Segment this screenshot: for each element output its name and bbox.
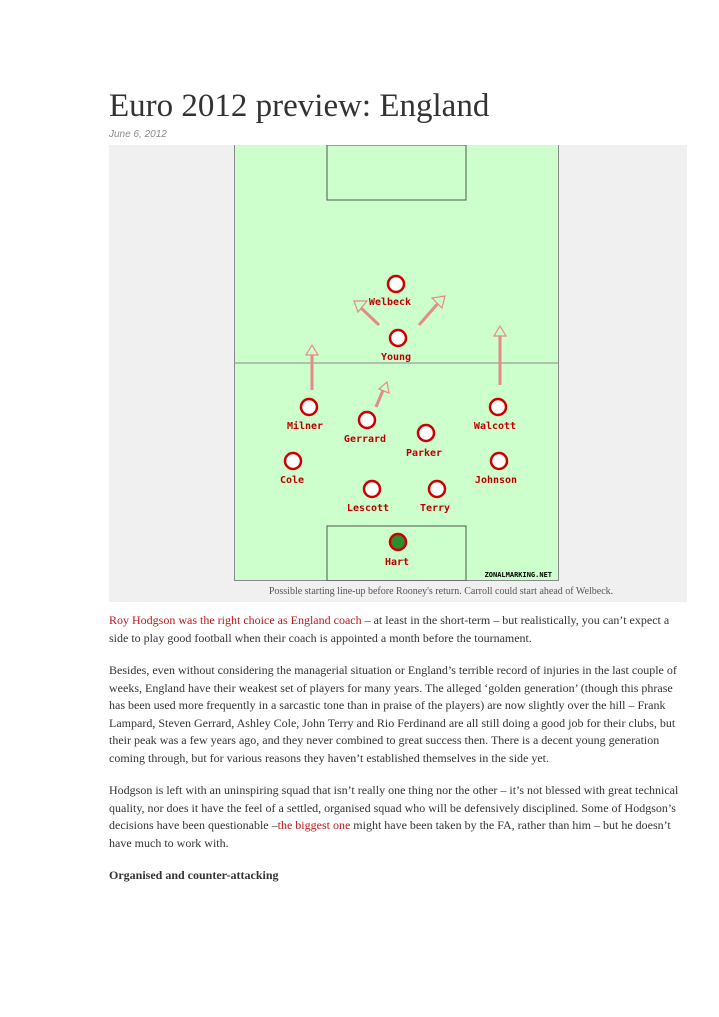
label-terry: Terry [419,503,451,514]
article-date: June 6, 2012 [109,129,167,140]
arrow-welbeck-right [419,301,440,325]
player-parker [418,425,434,441]
lineup-figure [109,145,687,602]
player-young [390,330,406,346]
label-cole: Cole [279,475,305,486]
paragraph-3 [109,782,679,852]
section-subheading: Organised and counter-attacking [109,868,279,882]
label-welbeck: Welbeck [368,297,412,308]
player-walcott [490,399,506,415]
paragraph-3-text: Hodgson is left with an uninspiring squad that isn’t really one thing nor the other – it’s not blessed with great technical quality, nor does it have the feel of a settled, organised squad who will be defensively disciplined. Some of Hodgson’s decisions have been questionable – [109,783,679,832]
biggest-one-link[interactable]: the biggest one [277,818,351,832]
label-parker: Parker [405,448,443,459]
article-body [109,612,679,900]
label-hart: Hart [384,557,410,568]
hodgson-coach-link[interactable]: Roy Hodgson was the right choice as England coach [109,613,362,627]
arrowhead-milner [306,345,318,355]
paragraph-1 [109,612,679,647]
arrowhead-gerrard [379,382,389,393]
paragraph-2: Besides, even without considering the managerial situation or England’s terrible record of injuries in the last couple of weeks, England have their weakest set of players for many years. The alleged ‘golden generation’ (though this phrase has been used more frequently in a sarcastic tone than in praise of the players) are now slightly over the hill – Frank Lampard, Steven Gerrard, Ashley Cole, John Terry and Rio Ferdinand are all still doing a good job for their clubs, but their peak was a few years ago, and they never combined to great success then. There is a decent young generation coming through, but for various reasons they haven’t established themselves in the side yet. [109,663,677,765]
top-penalty-box [327,145,466,200]
label-walcott: Walcott [473,421,517,432]
label-young: Young [380,352,412,363]
player-welbeck [388,276,404,292]
arrowhead-walcott [494,326,506,336]
arrow-welbeck-left [359,306,379,325]
player-lescott [364,481,380,497]
player-johnson [491,453,507,469]
pitch-diagram [234,145,559,581]
label-johnson: Johnson [474,475,518,486]
label-milner: Milner [286,421,324,432]
label-gerrard: Gerrard [343,434,387,445]
player-milner [301,399,317,415]
player-terry [429,481,445,497]
paragraph-3-text-end: might have been taken by the FA, rather than him – but he doesn’t have much to work with. [109,818,671,850]
player-hart [390,534,406,550]
player-gerrard [359,412,375,428]
player-cole [285,453,301,469]
football-pitch [234,145,559,581]
label-lescott: Lescott [346,503,390,514]
article-title: Euro 2012 preview: England [109,88,490,124]
zonal-marking-watermark: ZONALMARKING.NET [484,571,552,579]
paragraph-1-text: – at least in the short-term – but realistically, you can’t expect a side to play good football when their coach is appointed a month before the tournament. [109,613,670,645]
figure-caption: Possible starting line-up before Rooney's return. Carroll could start ahead of Welbeck. [268,586,614,597]
